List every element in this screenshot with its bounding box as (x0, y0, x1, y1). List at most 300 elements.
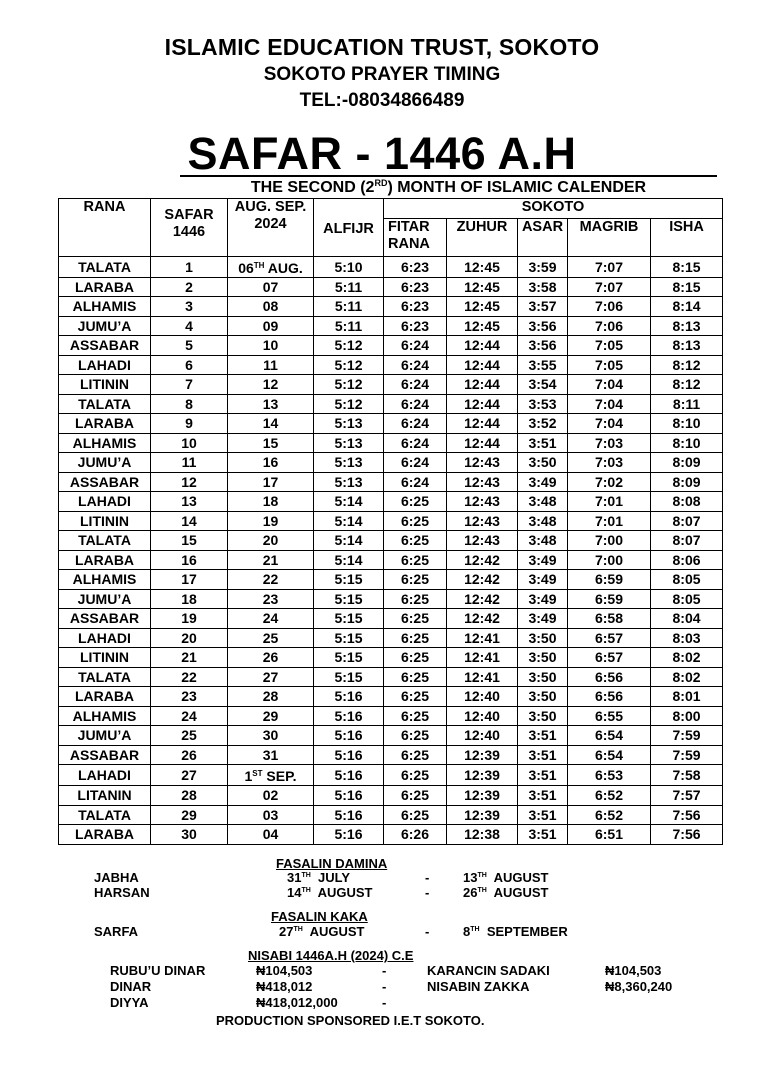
gregorian-date-cell: 12 (228, 375, 314, 395)
jabha-dash: - (425, 870, 430, 885)
isha-time-cell: 8:07 (651, 531, 723, 551)
gregorian-date-cell: 09 (228, 316, 314, 336)
table-row (59, 511, 723, 531)
table-row (59, 667, 723, 687)
table-row (59, 745, 723, 765)
isha-time-cell: 8:09 (651, 453, 723, 473)
day-cell: TALATA (59, 256, 151, 277)
title-rule (180, 175, 717, 177)
header-zuhur: ZUHUR (447, 218, 518, 256)
day-cell: ALHAMIS (59, 297, 151, 317)
safar-day-cell: 12 (151, 472, 228, 492)
isha-time-cell: 8:13 (651, 316, 723, 336)
sarfa-label: SARFA (94, 924, 139, 939)
header-asar: ASAR (518, 218, 568, 256)
alfijr-time-cell: 5:10 (314, 256, 384, 277)
isha-time-cell: 7:56 (651, 805, 723, 825)
table-row (59, 453, 723, 473)
alfijr-time-cell: 5:16 (314, 805, 384, 825)
isha-time-cell: 8:02 (651, 667, 723, 687)
safar-day-cell: 5 (151, 336, 228, 356)
asar-time-cell: 3:51 (518, 825, 568, 845)
alfijr-time-cell: 5:16 (314, 687, 384, 707)
isha-time-cell: 7:59 (651, 726, 723, 746)
table-row (59, 805, 723, 825)
safar-day-cell: 6 (151, 355, 228, 375)
asar-time-cell: 3:48 (518, 492, 568, 512)
table-row (59, 609, 723, 629)
isha-time-cell: 8:15 (651, 277, 723, 297)
asar-time-cell: 3:51 (518, 726, 568, 746)
table-row (59, 277, 723, 297)
asar-time-cell: 3:59 (518, 256, 568, 277)
alfijr-time-cell: 5:15 (314, 609, 384, 629)
asar-time-cell: 3:50 (518, 667, 568, 687)
safar-day-cell: 2 (151, 277, 228, 297)
zuhur-time-cell: 12:44 (447, 414, 518, 434)
day-cell: LARABA (59, 825, 151, 845)
header-safar: SAFAR 1446 (151, 199, 228, 257)
gregorian-date-cell: 11 (228, 355, 314, 375)
zuhur-time-cell: 12:44 (447, 355, 518, 375)
asar-time-cell: 3:50 (518, 628, 568, 648)
zuhur-time-cell: 12:43 (447, 492, 518, 512)
safar-day-cell: 9 (151, 414, 228, 434)
fitar-time-cell: 6:23 (384, 297, 447, 317)
alfijr-time-cell: 5:16 (314, 786, 384, 806)
isha-time-cell: 8:05 (651, 589, 723, 609)
safar-day-cell: 29 (151, 805, 228, 825)
alfijr-time-cell: 5:13 (314, 472, 384, 492)
fitar-time-cell: 6:25 (384, 765, 447, 786)
safar-day-cell: 19 (151, 609, 228, 629)
gregorian-date-cell: 08 (228, 297, 314, 317)
alfijr-time-cell: 5:13 (314, 453, 384, 473)
harsan-dash: - (425, 885, 430, 900)
dinar-dash: - (382, 979, 387, 994)
gregorian-date-cell: 25 (228, 628, 314, 648)
day-cell: JUMU’A (59, 726, 151, 746)
zuhur-time-cell: 12:41 (447, 648, 518, 668)
zuhur-time-cell: 12:42 (447, 550, 518, 570)
asar-time-cell: 3:50 (518, 453, 568, 473)
kaka-title: FASALIN KAKA (271, 909, 368, 924)
asar-time-cell: 3:57 (518, 297, 568, 317)
zuhur-time-cell: 12:42 (447, 589, 518, 609)
fitar-time-cell: 6:25 (384, 687, 447, 707)
fitar-time-cell: 6:24 (384, 472, 447, 492)
safar-day-cell: 30 (151, 825, 228, 845)
asar-time-cell: 3:49 (518, 609, 568, 629)
magrib-time-cell: 7:06 (568, 297, 651, 317)
table-row (59, 394, 723, 414)
fitar-time-cell: 6:25 (384, 745, 447, 765)
magrib-time-cell: 6:59 (568, 589, 651, 609)
magrib-time-cell: 6:54 (568, 726, 651, 746)
safar-day-cell: 13 (151, 492, 228, 512)
table-row (59, 765, 723, 786)
fitar-time-cell: 6:25 (384, 706, 447, 726)
magrib-time-cell: 6:53 (568, 765, 651, 786)
table-row (59, 297, 723, 317)
day-cell: ALHAMIS (59, 570, 151, 590)
sponsor-footer: PRODUCTION SPONSORED I.E.T SOKOTO. (216, 1013, 485, 1028)
day-cell: TALATA (59, 531, 151, 551)
gregorian-date-cell: 19 (228, 511, 314, 531)
day-cell: LAHADI (59, 492, 151, 512)
sarfa-from: 27TH AUGUST (279, 924, 365, 939)
safar-day-cell: 10 (151, 433, 228, 453)
gregorian-date-cell: 03 (228, 805, 314, 825)
alfijr-time-cell: 5:15 (314, 570, 384, 590)
magrib-time-cell: 7:03 (568, 453, 651, 473)
magrib-time-cell: 7:01 (568, 492, 651, 512)
table-row (59, 531, 723, 551)
table-row (59, 492, 723, 512)
table-row (59, 786, 723, 806)
day-cell: LITANIN (59, 786, 151, 806)
zakka-value: ₦8,360,240 (605, 979, 673, 994)
gregorian-date-cell: 10 (228, 336, 314, 356)
alfijr-time-cell: 5:13 (314, 414, 384, 434)
day-cell: ASSABAR (59, 472, 151, 492)
fitar-time-cell: 6:25 (384, 786, 447, 806)
gregorian-date-cell: 26 (228, 648, 314, 668)
alfijr-time-cell: 5:15 (314, 648, 384, 668)
asar-time-cell: 3:51 (518, 433, 568, 453)
asar-time-cell: 3:50 (518, 648, 568, 668)
day-cell: JUMU’A (59, 316, 151, 336)
zuhur-time-cell: 12:44 (447, 375, 518, 395)
asar-time-cell: 3:51 (518, 805, 568, 825)
isha-time-cell: 8:15 (651, 256, 723, 277)
asar-time-cell: 3:56 (518, 336, 568, 356)
day-cell: ALHAMIS (59, 433, 151, 453)
asar-time-cell: 3:58 (518, 277, 568, 297)
alfijr-time-cell: 5:11 (314, 316, 384, 336)
fitar-time-cell: 6:25 (384, 805, 447, 825)
zuhur-time-cell: 12:44 (447, 394, 518, 414)
magrib-time-cell: 7:02 (568, 472, 651, 492)
alfijr-time-cell: 5:12 (314, 375, 384, 395)
alfijr-time-cell: 5:16 (314, 726, 384, 746)
timetable-body (59, 256, 723, 844)
alfijr-time-cell: 5:16 (314, 745, 384, 765)
isha-time-cell: 8:00 (651, 706, 723, 726)
table-row (59, 687, 723, 707)
gregorian-date-cell: 29 (228, 706, 314, 726)
day-cell: JUMU’A (59, 453, 151, 473)
magrib-time-cell: 7:07 (568, 256, 651, 277)
gregorian-date-cell: 07 (228, 277, 314, 297)
magrib-time-cell: 7:00 (568, 531, 651, 551)
asar-time-cell: 3:49 (518, 550, 568, 570)
alfijr-time-cell: 5:14 (314, 511, 384, 531)
isha-time-cell: 8:10 (651, 414, 723, 434)
rubu-value: ₦104,503 (256, 963, 313, 978)
zuhur-time-cell: 12:44 (447, 336, 518, 356)
magrib-time-cell: 7:06 (568, 316, 651, 336)
gregorian-date-cell: 17 (228, 472, 314, 492)
day-cell: ASSABAR (59, 609, 151, 629)
sarfa-to: 8TH SEPTEMBER (463, 924, 568, 939)
safar-day-cell: 8 (151, 394, 228, 414)
asar-time-cell: 3:50 (518, 687, 568, 707)
zuhur-time-cell: 12:43 (447, 453, 518, 473)
rubu-label: RUBU’U DINAR (110, 963, 206, 978)
day-cell: JUMU’A (59, 589, 151, 609)
alfijr-time-cell: 5:15 (314, 628, 384, 648)
telephone-line: TEL:-08034866489 (299, 90, 465, 111)
header-isha: ISHA (651, 218, 723, 256)
fitar-time-cell: 6:23 (384, 277, 447, 297)
safar-day-cell: 14 (151, 511, 228, 531)
fitar-time-cell: 6:24 (384, 336, 447, 356)
isha-time-cell: 8:01 (651, 687, 723, 707)
fitar-time-cell: 6:25 (384, 628, 447, 648)
month-title: SAFAR - 1446 A.H (187, 128, 577, 179)
fitar-time-cell: 6:24 (384, 375, 447, 395)
gregorian-date-cell: 31 (228, 745, 314, 765)
asar-time-cell: 3:49 (518, 589, 568, 609)
zuhur-time-cell: 12:39 (447, 805, 518, 825)
harsan-to: 26TH AUGUST (463, 885, 549, 900)
magrib-time-cell: 6:52 (568, 786, 651, 806)
safar-day-cell: 17 (151, 570, 228, 590)
fitar-time-cell: 6:25 (384, 609, 447, 629)
asar-time-cell: 3:51 (518, 786, 568, 806)
magrib-time-cell: 7:04 (568, 375, 651, 395)
damina-title: FASALIN DAMINA (276, 856, 388, 871)
day-cell: ALHAMIS (59, 706, 151, 726)
table-row (59, 825, 723, 845)
isha-time-cell: 8:03 (651, 628, 723, 648)
table-row (59, 628, 723, 648)
fitar-time-cell: 6:25 (384, 589, 447, 609)
zakka-label: NISABIN ZAKKA (427, 979, 530, 994)
fitar-time-cell: 6:24 (384, 433, 447, 453)
harsan-label: HARSAN (94, 885, 150, 900)
alfijr-time-cell: 5:14 (314, 531, 384, 551)
safar-day-cell: 25 (151, 726, 228, 746)
isha-time-cell: 7:57 (651, 786, 723, 806)
day-cell: LITININ (59, 511, 151, 531)
gregorian-date-cell: 13 (228, 394, 314, 414)
isha-time-cell: 8:13 (651, 336, 723, 356)
safar-day-cell: 22 (151, 667, 228, 687)
safar-day-cell: 7 (151, 375, 228, 395)
organization-title: ISLAMIC EDUCATION TRUST, SOKOTO (164, 34, 600, 60)
table-row (59, 589, 723, 609)
table-row (59, 726, 723, 746)
isha-time-cell: 7:59 (651, 745, 723, 765)
safar-day-cell: 3 (151, 297, 228, 317)
asar-time-cell: 3:49 (518, 570, 568, 590)
table-row (59, 355, 723, 375)
alfijr-time-cell: 5:15 (314, 667, 384, 687)
table-row (59, 472, 723, 492)
alfijr-time-cell: 5:15 (314, 589, 384, 609)
fitar-time-cell: 6:25 (384, 531, 447, 551)
day-cell: ASSABAR (59, 336, 151, 356)
alfijr-time-cell: 5:11 (314, 277, 384, 297)
nisabi-title: NISABI 1446A.H (2024) C.E (248, 948, 414, 963)
day-cell: LAHADI (59, 765, 151, 786)
magrib-time-cell: 7:03 (568, 433, 651, 453)
table-row (59, 316, 723, 336)
asar-time-cell: 3:52 (518, 414, 568, 434)
alfijr-time-cell: 5:12 (314, 394, 384, 414)
isha-time-cell: 8:05 (651, 570, 723, 590)
zuhur-time-cell: 12:45 (447, 256, 518, 277)
table-row (59, 375, 723, 395)
safar-day-cell: 20 (151, 628, 228, 648)
day-cell: TALATA (59, 805, 151, 825)
zuhur-time-cell: 12:43 (447, 531, 518, 551)
gregorian-date-cell: 06TH AUG. (228, 256, 314, 277)
magrib-time-cell: 7:05 (568, 355, 651, 375)
zuhur-time-cell: 12:44 (447, 433, 518, 453)
header-magrib: MAGRIB (568, 218, 651, 256)
magrib-time-cell: 7:04 (568, 394, 651, 414)
isha-time-cell: 8:12 (651, 375, 723, 395)
isha-time-cell: 7:56 (651, 825, 723, 845)
table-row (59, 433, 723, 453)
gregorian-date-cell: 16 (228, 453, 314, 473)
fitar-time-cell: 6:24 (384, 414, 447, 434)
zuhur-time-cell: 12:45 (447, 297, 518, 317)
safar-day-cell: 18 (151, 589, 228, 609)
dinar-value: ₦418,012 (256, 979, 313, 994)
asar-time-cell: 3:48 (518, 511, 568, 531)
alfijr-time-cell: 5:14 (314, 550, 384, 570)
isha-time-cell: 8:02 (651, 648, 723, 668)
alfijr-time-cell: 5:16 (314, 765, 384, 786)
diyya-label: DIYYA (110, 995, 149, 1010)
sarfa-dash: - (425, 924, 430, 939)
diyya-value: ₦418,012,000 (256, 995, 338, 1010)
fitar-time-cell: 6:23 (384, 316, 447, 336)
month-description: THE SECOND (2RD) MONTH OF ISLAMIC CALENDER (250, 178, 647, 196)
gregorian-date-cell: 18 (228, 492, 314, 512)
safar-day-cell: 21 (151, 648, 228, 668)
day-cell: LAHADI (59, 355, 151, 375)
karancin-label: KARANCIN SADAKI (427, 963, 550, 978)
fitar-time-cell: 6:24 (384, 355, 447, 375)
gregorian-date-cell: 21 (228, 550, 314, 570)
zuhur-time-cell: 12:39 (447, 786, 518, 806)
asar-time-cell: 3:48 (518, 531, 568, 551)
safar-day-cell: 15 (151, 531, 228, 551)
table-row (59, 648, 723, 668)
table-row (59, 414, 723, 434)
gregorian-date-cell: 20 (228, 531, 314, 551)
dinar-label: DINAR (110, 979, 152, 994)
magrib-time-cell: 6:59 (568, 570, 651, 590)
day-cell: LAHADI (59, 628, 151, 648)
gregorian-date-cell: 14 (228, 414, 314, 434)
gregorian-date-cell: 02 (228, 786, 314, 806)
safar-day-cell: 26 (151, 745, 228, 765)
magrib-time-cell: 6:58 (568, 609, 651, 629)
asar-time-cell: 3:49 (518, 472, 568, 492)
magrib-time-cell: 6:57 (568, 648, 651, 668)
gregorian-date-cell: 15 (228, 433, 314, 453)
alfijr-time-cell: 5:13 (314, 433, 384, 453)
zuhur-time-cell: 12:45 (447, 316, 518, 336)
header-alfijr: ALFIJR (314, 199, 384, 257)
isha-time-cell: 8:11 (651, 394, 723, 414)
asar-time-cell: 3:54 (518, 375, 568, 395)
gregorian-date-cell: 28 (228, 687, 314, 707)
isha-time-cell: 8:09 (651, 472, 723, 492)
header-rana: RANA (59, 199, 151, 257)
alfijr-time-cell: 5:16 (314, 706, 384, 726)
safar-day-cell: 1 (151, 256, 228, 277)
day-cell: LITININ (59, 375, 151, 395)
table-row (59, 256, 723, 277)
safar-day-cell: 4 (151, 316, 228, 336)
header-sokoto: SOKOTO (384, 199, 723, 219)
fitar-time-cell: 6:25 (384, 648, 447, 668)
fitar-time-cell: 6:24 (384, 453, 447, 473)
zuhur-time-cell: 12:42 (447, 609, 518, 629)
zuhur-time-cell: 12:40 (447, 706, 518, 726)
rubu-dash: - (382, 963, 387, 978)
asar-time-cell: 3:53 (518, 394, 568, 414)
diyya-dash: - (382, 995, 387, 1010)
fitar-time-cell: 6:25 (384, 550, 447, 570)
magrib-time-cell: 6:54 (568, 745, 651, 765)
magrib-time-cell: 6:55 (568, 706, 651, 726)
asar-time-cell: 3:55 (518, 355, 568, 375)
safar-day-cell: 24 (151, 706, 228, 726)
safar-day-cell: 23 (151, 687, 228, 707)
isha-time-cell: 7:58 (651, 765, 723, 786)
day-cell: LITININ (59, 648, 151, 668)
fitar-time-cell: 6:23 (384, 256, 447, 277)
fitar-time-cell: 6:25 (384, 492, 447, 512)
header-fitar-rana: FITAR RANA (384, 218, 447, 256)
isha-time-cell: 8:08 (651, 492, 723, 512)
safar-day-cell: 27 (151, 765, 228, 786)
magrib-time-cell: 7:04 (568, 414, 651, 434)
isha-time-cell: 8:10 (651, 433, 723, 453)
safar-day-cell: 16 (151, 550, 228, 570)
jabha-to: 13TH AUGUST (463, 870, 549, 885)
isha-time-cell: 8:12 (651, 355, 723, 375)
header-gregorian: AUG. SEP. 2024 (228, 199, 314, 257)
harsan-from: 14TH AUGUST (287, 885, 373, 900)
isha-time-cell: 8:06 (651, 550, 723, 570)
alfijr-time-cell: 5:12 (314, 355, 384, 375)
magrib-time-cell: 7:07 (568, 277, 651, 297)
isha-time-cell: 8:07 (651, 511, 723, 531)
fitar-time-cell: 6:25 (384, 511, 447, 531)
gregorian-date-cell: 27 (228, 667, 314, 687)
day-cell: LARABA (59, 414, 151, 434)
day-cell: LARABA (59, 687, 151, 707)
fitar-time-cell: 6:24 (384, 394, 447, 414)
table-row (59, 570, 723, 590)
magrib-time-cell: 7:00 (568, 550, 651, 570)
magrib-time-cell: 7:01 (568, 511, 651, 531)
gregorian-date-cell: 23 (228, 589, 314, 609)
table-row (59, 550, 723, 570)
magrib-time-cell: 6:52 (568, 805, 651, 825)
zuhur-time-cell: 12:40 (447, 687, 518, 707)
magrib-time-cell: 6:57 (568, 628, 651, 648)
